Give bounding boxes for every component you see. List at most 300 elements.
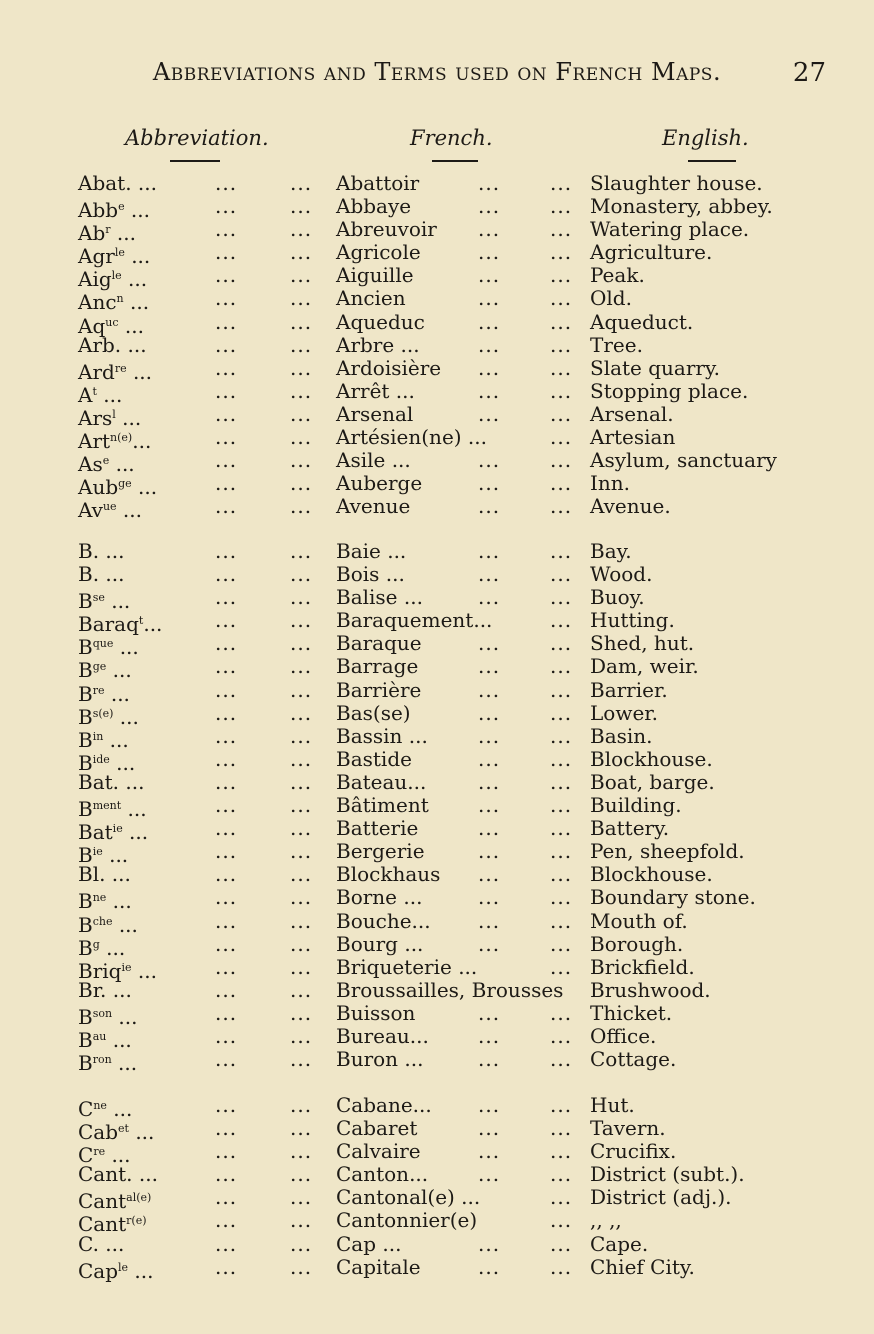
french-cell: Canton... <box>336 1162 429 1187</box>
abbreviation-superscript: l <box>112 407 116 421</box>
leader-dots: ... <box>290 1162 313 1187</box>
abbreviation-cell: Abb$^e$ ... <box>78 198 151 223</box>
english-cell: Pen, sheepfold. <box>590 839 745 864</box>
abbreviation-superscript: al(e) <box>126 1191 152 1205</box>
header-rule <box>688 160 736 162</box>
leader-dots: ... <box>478 885 501 910</box>
abbreviation-cell: $Aq^{uc}$ ... <box>78 313 144 338</box>
abbreviation-cell: $B^{ie}$ ... <box>78 843 129 868</box>
abbreviation-cell: Cap$^{le}$ ... <box>78 1258 154 1283</box>
leader-dots: ... <box>550 631 573 656</box>
french-cell: Bas(se) <box>336 700 411 725</box>
english-cell: Wood. <box>590 562 653 587</box>
leader-dots: ... <box>215 931 238 956</box>
leader-dots: ... <box>550 286 573 311</box>
english-cell: Inn. <box>590 471 631 496</box>
leader-dots: ... <box>215 862 238 887</box>
table-row <box>0 677 874 706</box>
column-header-french: French. <box>410 126 493 150</box>
abbreviation-superscript: le <box>118 1260 129 1274</box>
leader-dots: ... <box>550 471 573 496</box>
french-cell: Borne ... <box>336 885 423 910</box>
abbreviation-cell: $B^{ron}$ ... <box>78 1051 138 1076</box>
abbreviation-cell: Cre ... <box>78 1143 131 1168</box>
english-cell: Boat, barge. <box>590 769 715 794</box>
abbreviation-superscript: ne <box>93 1099 107 1112</box>
leader-dots: ... <box>550 1139 573 1164</box>
french-cell: Bergerie <box>336 839 425 864</box>
abbreviation-superscript: in <box>92 729 104 743</box>
leader-dots: ... <box>290 494 313 519</box>
leader-dots: ... <box>290 263 313 288</box>
section-c <box>0 1093 874 1283</box>
abbreviation-superscript: n(e) <box>110 431 133 445</box>
english-cell: District (subt.). <box>590 1162 745 1187</box>
abbreviation-cell: Ars$^l$ ... <box>78 405 142 430</box>
leader-dots: ... <box>215 723 238 748</box>
french-cell: Aqueduc <box>336 309 425 334</box>
leader-dots: ... <box>290 378 313 403</box>
leader-dots: ... <box>550 240 573 265</box>
leader-dots: ... <box>550 723 573 748</box>
leader-dots: ... <box>290 1023 313 1048</box>
leader-dots: ... <box>550 585 573 610</box>
english-cell: Mouth of. <box>590 908 688 933</box>
leader-dots: ... <box>290 194 313 219</box>
french-cell: Bateau... <box>336 769 427 794</box>
abbreviation-cell: $B^{se}$ ... <box>78 589 131 614</box>
leader-dots: ... <box>290 401 313 426</box>
leader-dots: ... <box>478 700 501 725</box>
leader-dots: ... <box>478 908 501 933</box>
table-row <box>0 793 874 822</box>
french-cell: Bassin ... <box>336 723 428 748</box>
abbreviation-superscript: re <box>114 361 127 375</box>
leader-dots: ... <box>290 700 313 725</box>
leader-dots: ... <box>550 448 573 473</box>
leader-dots: ... <box>550 562 573 587</box>
french-cell: Bourg ... <box>336 931 424 956</box>
leader-dots: ... <box>550 862 573 887</box>
table-row <box>0 1047 874 1076</box>
leader-dots: ... <box>550 194 573 219</box>
leader-dots: ... <box>478 769 501 794</box>
leader-dots: ... <box>290 931 313 956</box>
abbreviation-cell: Ab$^r$ ... <box>78 221 136 246</box>
leader-dots: ... <box>550 1185 573 1210</box>
abbreviation-cell: $A^t$ ... <box>78 382 123 407</box>
leader-dots: ... <box>478 1116 501 1141</box>
abbreviation-cell: $C^{ne}$ ... <box>78 1097 133 1121</box>
french-cell: Cabaret <box>336 1116 418 1141</box>
table-row <box>0 448 874 477</box>
leader-dots: ... <box>290 1231 313 1256</box>
leader-dots: ... <box>290 1000 313 1025</box>
french-cell: Baraque <box>336 631 422 656</box>
french-cell: Barrage <box>336 654 419 679</box>
leader-dots: ... <box>478 194 501 219</box>
english-cell: Brushwood. <box>590 977 711 1002</box>
abbreviation-cell: B. ... <box>78 539 125 563</box>
leader-dots: ... <box>215 471 238 496</box>
leader-dots: ... <box>290 746 313 771</box>
abbreviation-superscript: au <box>92 1029 107 1043</box>
english-cell: Monastery, abbey. <box>590 194 773 219</box>
leader-dots: ... <box>478 1047 501 1072</box>
leader-dots: ... <box>215 539 238 563</box>
leader-dots: ... <box>290 839 313 864</box>
abbreviation-superscript: le <box>111 269 122 283</box>
french-cell: Arrêt ... <box>336 378 415 403</box>
french-cell: Avenue <box>336 494 411 519</box>
english-cell: Tavern. <box>590 1116 666 1141</box>
table-row <box>0 979 874 1002</box>
leader-dots: ... <box>550 608 573 633</box>
leader-dots: ... <box>478 562 501 587</box>
french-cell: Bois ... <box>336 562 405 587</box>
abbreviation-cell: Ard$^{re}$ ... <box>78 359 153 384</box>
french-cell: Balise ... <box>336 585 423 610</box>
french-cell: Baraquement... <box>336 608 493 633</box>
leader-dots: ... <box>550 425 573 450</box>
leader-dots: ... <box>215 332 238 357</box>
header-rule <box>170 160 220 162</box>
leader-dots: ... <box>215 1208 238 1233</box>
abbreviation-cell: Abat. ... <box>78 171 158 195</box>
leader-dots: ... <box>290 862 313 887</box>
leader-dots: ... <box>478 539 501 563</box>
leader-dots: ... <box>290 816 313 841</box>
leader-dots: ... <box>550 931 573 956</box>
english-cell: Hut. <box>590 1093 635 1117</box>
leader-dots: ... <box>290 631 313 656</box>
english-cell: Building. <box>590 793 682 818</box>
leader-dots: ... <box>478 332 501 357</box>
leader-dots: ... <box>550 1047 573 1072</box>
leader-dots: ... <box>550 494 573 519</box>
english-cell: Brickfield. <box>590 954 695 979</box>
leader-dots: ... <box>478 494 501 519</box>
french-cell: Bureau... <box>336 1023 429 1048</box>
french-cell: Blockhaus <box>336 862 441 887</box>
french-cell: Ancien <box>336 286 406 311</box>
table-row <box>0 654 874 683</box>
table-row <box>0 494 874 523</box>
leader-dots: ... <box>290 217 313 242</box>
english-cell: Crucifix. <box>590 1139 677 1164</box>
leader-dots: ... <box>550 171 573 195</box>
leader-dots: ... <box>290 793 313 818</box>
abbreviation-superscript: ne <box>92 891 107 905</box>
leader-dots: ... <box>550 263 573 288</box>
leader-dots: ... <box>290 1093 313 1117</box>
english-cell: Slate quarry. <box>590 355 720 380</box>
table-row <box>0 194 874 223</box>
abbreviation-cell: Br. ... <box>78 977 132 1002</box>
header-rule <box>432 160 478 162</box>
leader-dots: ... <box>550 1116 573 1141</box>
abbreviation-cell: $B^{ge}$ ... <box>78 658 132 683</box>
leader-dots: ... <box>290 539 313 563</box>
leader-dots: ... <box>215 977 238 1002</box>
leader-dots: ... <box>478 723 501 748</box>
abbreviation-cell: Anc$^n$ ... <box>78 290 150 315</box>
french-cell: Bastide <box>336 746 412 771</box>
leader-dots: ... <box>290 355 313 380</box>
english-cell: Watering place. <box>590 217 750 242</box>
leader-dots: ... <box>478 793 501 818</box>
abbreviation-cell: Cant$^{al(e)}$ <box>78 1189 152 1214</box>
english-cell: Buoy. <box>590 585 645 610</box>
abbreviation-cell: $B^{ide}$ ... <box>78 750 136 775</box>
abbreviation-cell: Aub$^{ge}$ ... <box>78 475 158 500</box>
abbreviation-cell: $B^{ne}$ ... <box>78 889 132 914</box>
leader-dots: ... <box>550 954 573 979</box>
french-cell: Barrière <box>336 677 422 702</box>
abbreviation-superscript: et <box>118 1122 129 1136</box>
french-cell: Cap ... <box>336 1231 402 1256</box>
leader-dots: ... <box>215 217 238 242</box>
english-cell: Cottage. <box>590 1047 677 1072</box>
table-row <box>0 563 874 586</box>
abbreviation-cell: Cab$^{et}$ ... <box>78 1120 155 1145</box>
leader-dots: ... <box>550 677 573 702</box>
leader-dots: ... <box>215 1185 238 1210</box>
leader-dots: ... <box>290 171 313 195</box>
french-cell: Arsenal <box>336 401 414 426</box>
leader-dots: ... <box>215 769 238 794</box>
page-title <box>0 58 874 86</box>
leader-dots: ... <box>215 355 238 380</box>
abbreviation-superscript: r(e) <box>126 1214 147 1228</box>
leader-dots: ... <box>550 700 573 725</box>
english-cell: Agriculture. <box>590 240 713 265</box>
abbreviation-cell: $B^{re}$ ... <box>78 681 130 706</box>
leader-dots: ... <box>478 263 501 288</box>
leader-dots: ... <box>550 1208 573 1233</box>
french-cell: Cabane... <box>336 1093 432 1117</box>
leader-dots: ... <box>478 1254 501 1279</box>
leader-dots: ... <box>215 885 238 910</box>
english-cell: Blockhouse. <box>590 862 713 887</box>
table-row <box>0 1139 874 1168</box>
leader-dots: ... <box>478 378 501 403</box>
leader-dots: ... <box>478 631 501 656</box>
abbreviation-superscript: re <box>92 683 105 697</box>
leader-dots: ... <box>550 355 573 380</box>
english-cell: Bay. <box>590 539 632 563</box>
abbreviation-superscript: se <box>92 591 105 605</box>
abbreviation-cell: C. ... <box>78 1231 125 1256</box>
table-row <box>0 771 874 794</box>
leader-dots: ... <box>478 839 501 864</box>
leader-dots: ... <box>478 240 501 265</box>
leader-dots: ... <box>478 654 501 679</box>
english-cell: Lower. <box>590 700 658 725</box>
french-cell: Aiguille <box>336 263 414 288</box>
abbreviation-superscript: r <box>105 223 111 237</box>
table-row <box>0 863 874 886</box>
page-number: 27 <box>792 58 826 88</box>
leader-dots: ... <box>215 1023 238 1048</box>
english-cell: Peak. <box>590 263 645 288</box>
leader-dots: ... <box>478 1231 501 1256</box>
english-cell: Arsenal. <box>590 401 674 426</box>
french-cell: Arbre ... <box>336 332 420 357</box>
leader-dots: ... <box>550 816 573 841</box>
table-row <box>0 540 874 563</box>
abbreviation-cell: $B^{au}$ ... <box>78 1027 132 1052</box>
leader-dots: ... <box>215 378 238 403</box>
table-row <box>0 931 874 960</box>
leader-dots: ... <box>215 1116 238 1141</box>
english-cell: Artesian <box>590 425 676 450</box>
abbreviation-cell: $B^{s(e)}$ ... <box>78 704 139 729</box>
leader-dots: ... <box>215 631 238 656</box>
abbreviation-superscript: ue <box>102 500 117 514</box>
leader-dots: ... <box>550 839 573 864</box>
french-cell: Baie ... <box>336 539 407 563</box>
leader-dots: ... <box>290 1116 313 1141</box>
table-row <box>0 1254 874 1283</box>
table-row <box>0 425 874 454</box>
table-row <box>0 723 874 752</box>
leader-dots: ... <box>550 746 573 771</box>
english-cell: Shed, hut. <box>590 631 695 656</box>
leader-dots: ... <box>290 425 313 450</box>
leader-dots: ... <box>478 1093 501 1117</box>
french-cell: Capitale <box>336 1254 421 1279</box>
leader-dots: ... <box>290 471 313 496</box>
leader-dots: ... <box>215 839 238 864</box>
table-row <box>0 954 874 983</box>
table-row <box>0 471 874 500</box>
french-cell: Agricole <box>336 240 421 265</box>
english-cell: Battery. <box>590 816 670 841</box>
leader-dots: ... <box>478 1023 501 1048</box>
table-row <box>0 885 874 914</box>
abbreviation-cell: Cant$^{r(e)}$ <box>78 1212 147 1237</box>
leader-dots: ... <box>478 217 501 242</box>
abbreviation-superscript: que <box>92 637 114 651</box>
table-row <box>0 816 874 845</box>
leader-dots: ... <box>290 885 313 910</box>
title-text: Abbreviations and Terms used on French Maps. <box>152 58 722 86</box>
leader-dots: ... <box>550 769 573 794</box>
table-row <box>0 286 874 315</box>
abbreviation-superscript: t <box>138 614 144 628</box>
table-row <box>0 263 874 292</box>
english-cell: Old. <box>590 286 632 311</box>
leader-dots: ... <box>215 1254 238 1279</box>
abbreviation-superscript: ie <box>112 822 123 836</box>
table-row <box>0 401 874 430</box>
abbreviation-cell: $B^{que}$ ... <box>78 635 139 660</box>
table-row <box>0 746 874 775</box>
leader-dots: ... <box>478 746 501 771</box>
abbreviation-superscript: g <box>92 937 100 951</box>
leader-dots: ... <box>290 240 313 265</box>
abbreviation-superscript: son <box>92 1006 113 1020</box>
leader-dots: ... <box>215 263 238 288</box>
table-row <box>0 1233 874 1256</box>
abbreviation-superscript: ie <box>121 960 132 974</box>
english-cell: Cape. <box>590 1231 649 1256</box>
leader-dots: ... <box>215 908 238 933</box>
french-cell: Buron ... <box>336 1047 424 1072</box>
abbreviation-cell: $B^{in}$ ... <box>78 727 129 752</box>
leader-dots: ... <box>478 677 501 702</box>
leader-dots: ... <box>478 355 501 380</box>
leader-dots: ... <box>478 816 501 841</box>
table-row <box>0 334 874 357</box>
abbreviation-superscript: uc <box>105 315 119 329</box>
leader-dots: ... <box>550 885 573 910</box>
table-row <box>0 217 874 246</box>
leader-dots: ... <box>478 931 501 956</box>
abbreviation-cell: Agr$^{le}$ ... <box>78 244 151 269</box>
table-row <box>0 908 874 937</box>
leader-dots: ... <box>290 654 313 679</box>
leader-dots: ... <box>550 1162 573 1187</box>
abbreviation-superscript: n <box>116 292 124 306</box>
french-cell: Abattoir <box>336 171 420 195</box>
english-cell: Aqueduct. <box>590 309 694 334</box>
leader-dots: ... <box>290 608 313 633</box>
leader-dots: ... <box>215 494 238 519</box>
english-cell: Slaughter house. <box>590 171 763 195</box>
table-row <box>0 355 874 384</box>
column-header-abbreviation: Abbreviation. <box>125 126 269 150</box>
leader-dots: ... <box>290 977 313 1002</box>
leader-dots: ... <box>215 816 238 841</box>
abbreviation-superscript: t <box>92 384 97 398</box>
leader-dots: ... <box>290 954 313 979</box>
leader-dots: ... <box>290 332 313 357</box>
table-row <box>0 378 874 407</box>
french-cell: Batterie <box>336 816 419 841</box>
leader-dots: ... <box>550 309 573 334</box>
leader-dots: ... <box>478 309 501 334</box>
english-cell: District (adj.). <box>590 1185 732 1210</box>
leader-dots: ... <box>550 401 573 426</box>
abbreviation-cell: Bl. ... <box>78 862 131 887</box>
abbreviation-cell: $Av^{ue}$ ... <box>78 498 142 523</box>
abbreviation-cell: $B^g$ ... <box>78 935 126 960</box>
leader-dots: ... <box>290 1139 313 1164</box>
leader-dots: ... <box>215 401 238 426</box>
leader-dots: ... <box>215 194 238 219</box>
leader-dots: ... <box>215 425 238 450</box>
table-row <box>0 1023 874 1052</box>
english-cell: Chief City. <box>590 1254 695 1279</box>
leader-dots: ... <box>215 286 238 311</box>
abbreviation-superscript: ron <box>92 1053 112 1067</box>
leader-dots: ... <box>215 746 238 771</box>
abbreviation-cell: As$^e$ ... <box>78 452 135 477</box>
abbreviation-superscript: re <box>93 1145 106 1159</box>
table-row <box>0 631 874 660</box>
french-cell: Bâtiment <box>336 793 429 818</box>
abbreviation-superscript: le <box>114 246 125 260</box>
leader-dots: ... <box>550 793 573 818</box>
abbreviation-cell: Briq$^{ie}$ ... <box>78 958 157 983</box>
leader-dots: ... <box>215 240 238 265</box>
abbreviation-superscript: ide <box>92 752 110 766</box>
leader-dots: ... <box>478 585 501 610</box>
leader-dots: ... <box>215 1047 238 1072</box>
leader-dots: ... <box>550 378 573 403</box>
